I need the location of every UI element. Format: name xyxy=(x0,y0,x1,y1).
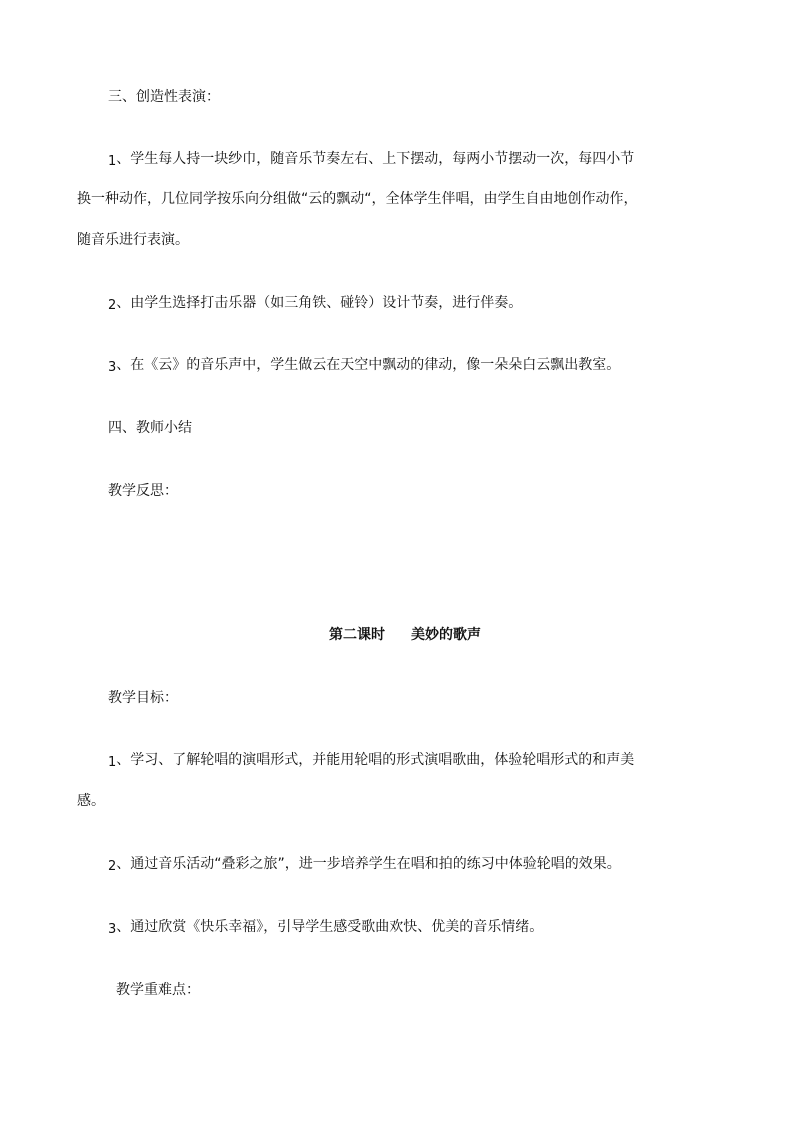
section-heading-3: 三、创造性表演： xyxy=(108,89,220,105)
item-text: 、学生每人持一块纱巾，随音乐节奏左右、上下摆动，每两小节摆动一次，每四小节 xyxy=(116,151,635,167)
paragraph-item-3 xyxy=(108,355,620,376)
paragraph-item-2 xyxy=(108,293,522,314)
item-text: 、通过音乐活动“叠彩之旅”，进一步培养学生在唱和拍的练习中体验轮唱的效果。 xyxy=(116,856,621,872)
objective-item-1-line-2: 感。 xyxy=(77,793,105,809)
item-number: 2 xyxy=(108,298,117,313)
reflection-label: 教学反思： xyxy=(108,483,178,499)
lesson-number: 第二课时 xyxy=(329,627,385,643)
item-text: 、通过欣赏《快乐幸福》，引导学生感受歌曲欢快、优美的音乐情绪。 xyxy=(116,919,544,935)
item-number: 1 xyxy=(108,154,117,169)
key-points-heading: 教学重难点： xyxy=(116,982,200,998)
item-text: 、在《云》的音乐声中，学生做云在天空中飘动的律动，像一朵朵白云飘出教室。 xyxy=(116,357,621,373)
objective-item-1-line-1 xyxy=(108,750,634,771)
objectives-heading: 教学目标： xyxy=(108,690,178,706)
lesson-title xyxy=(329,625,481,645)
paragraph-item-1-line-3: 随音乐进行表演。 xyxy=(77,232,189,248)
item-number: 3 xyxy=(108,922,117,937)
paragraph-item-1-line-2: 换一种动作，几位同学按乐向分组做“云的飘动“，全体学生伴唱，由学生自由地创作动作， xyxy=(77,191,638,207)
lesson-name: 美妙的歌声 xyxy=(411,627,481,643)
item-text: 、由学生选择打击乐器（如三角铁、碰铃）设计节奏，进行伴奏。 xyxy=(116,295,523,311)
item-text: 、学习、了解轮唱的演唱形式，并能用轮唱的形式演唱歌曲，体验轮唱形式的和声美 xyxy=(116,752,635,768)
objective-item-3 xyxy=(108,917,543,938)
item-number: 1 xyxy=(108,755,117,770)
item-number: 2 xyxy=(108,859,117,874)
paragraph-item-1-line-1 xyxy=(108,149,634,170)
item-number: 3 xyxy=(108,360,117,375)
section-heading-4: 四、教师小结 xyxy=(108,420,192,436)
objective-item-2 xyxy=(108,854,621,875)
